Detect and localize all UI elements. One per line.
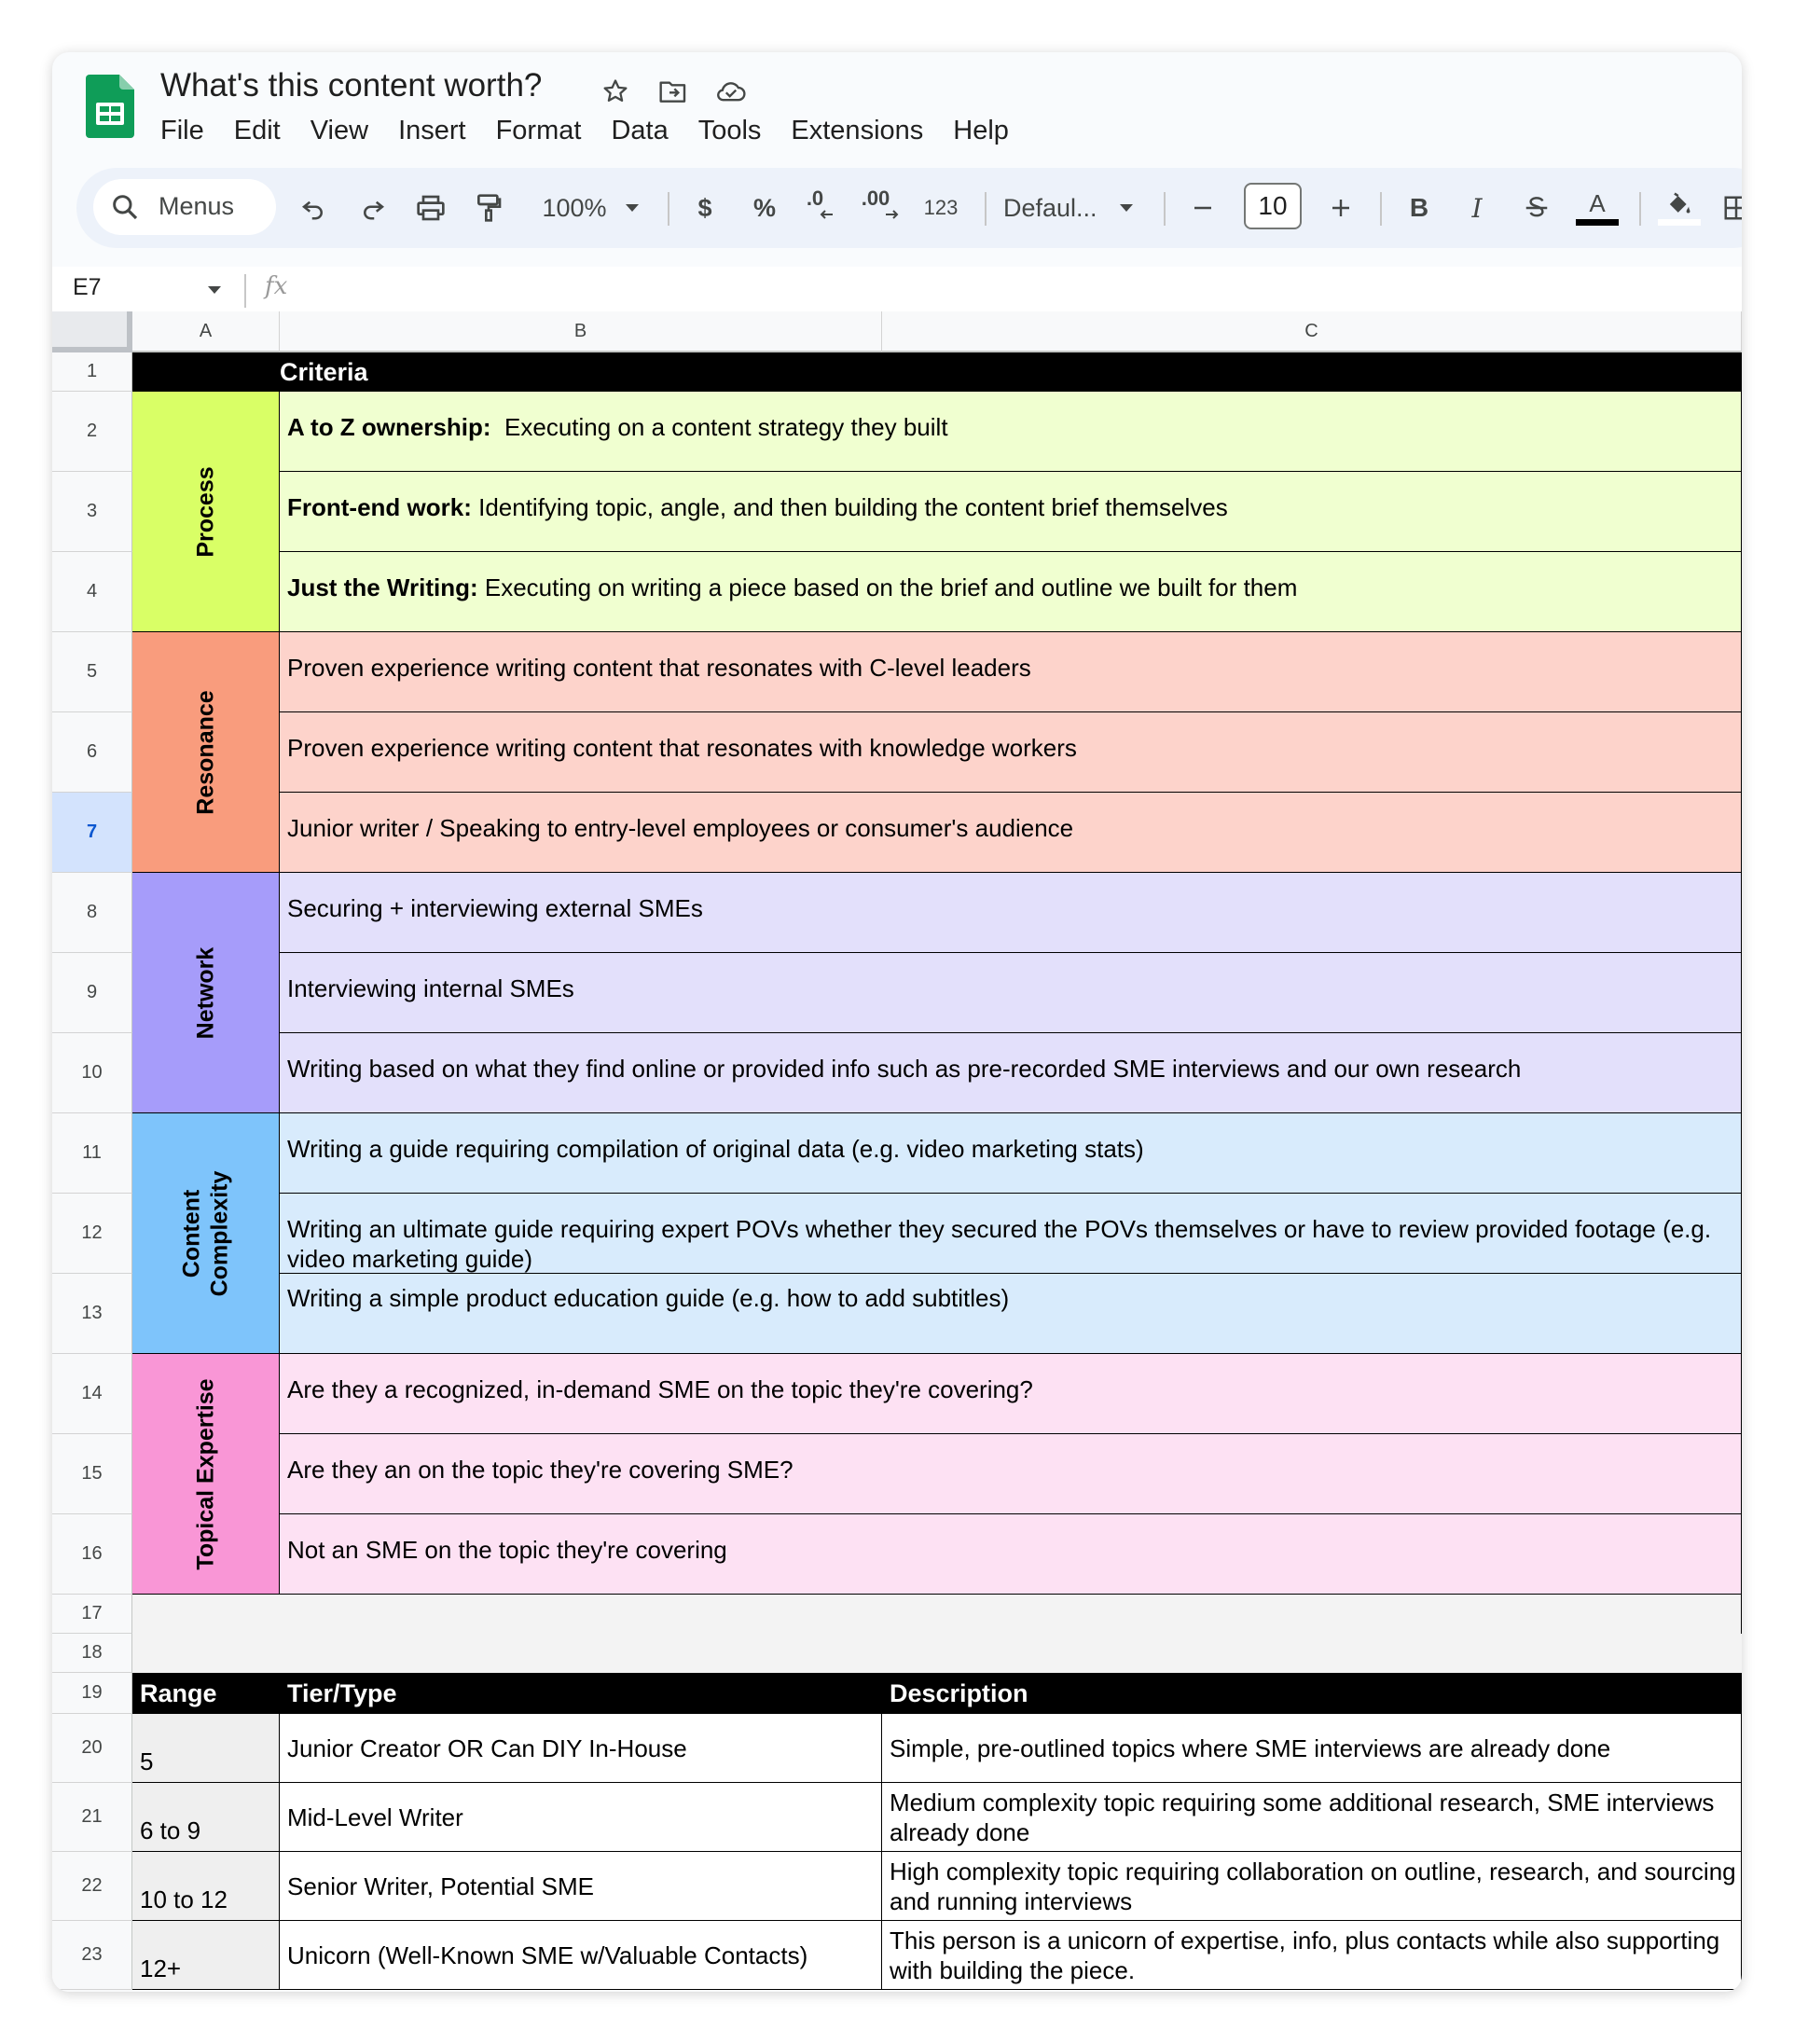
criteria-text: Proven experience writing content that resonates with knowledge workers <box>287 734 1077 762</box>
criteria-row-14[interactable] <box>280 1354 1742 1434</box>
borders-icon[interactable] <box>1716 186 1742 229</box>
menu-data[interactable]: Data <box>611 116 669 145</box>
menu-extensions[interactable]: Extensions <box>791 116 924 145</box>
tier-header-tier-type[interactable]: Tier/Type <box>280 1673 882 1714</box>
text-color-button[interactable] <box>1574 186 1621 229</box>
criteria-bold-label: Just the Writing: <box>287 573 478 601</box>
empty-row-18[interactable] <box>132 1634 1742 1673</box>
category-label: Network <box>192 946 219 1039</box>
row-header-23[interactable]: 23 <box>52 1921 132 1990</box>
font-family-select[interactable]: Defaul... <box>1003 193 1097 222</box>
column-header-a[interactable]: A <box>132 311 280 352</box>
criteria-text: Securing + interviewing external SMEs <box>287 894 703 922</box>
arrow-left-icon <box>820 207 835 222</box>
row-header-6[interactable]: 6 <box>52 712 132 793</box>
category-label-line: Content <box>178 1189 205 1278</box>
decrease-decimal-label: .0 <box>806 186 824 210</box>
tier-type[interactable]: Junior Creator OR Can DIY In-House <box>280 1714 882 1783</box>
row-header-13[interactable]: 13 <box>52 1274 132 1354</box>
criteria-text: Writing an ultimate guide requiring expert POVs whether they secured the POVs themselves or have to review provided footage (e.g. video marketing guide) <box>287 1215 1718 1273</box>
row-header-18[interactable]: 18 <box>52 1634 132 1673</box>
italic-button[interactable]: I <box>1471 192 1483 224</box>
increase-decimal-button[interactable] <box>856 186 904 229</box>
criteria-text: Executing on a content strategy they built <box>490 413 948 441</box>
criteria-row-11[interactable] <box>280 1113 1742 1194</box>
tier-description[interactable]: This person is a unicorn of expertise, info, plus contacts while also supporting with building the piece. <box>882 1921 1742 1990</box>
increase-decimal-label: .00 <box>861 186 890 210</box>
zoom-select[interactable]: 100% <box>542 193 607 222</box>
tier-type[interactable]: Mid-Level Writer <box>280 1783 882 1852</box>
criteria-row-8[interactable] <box>280 873 1742 953</box>
column-header-b[interactable]: B <box>280 311 882 352</box>
select-all-corner[interactable] <box>52 311 132 352</box>
category-network[interactable] <box>132 873 280 1113</box>
criteria-row-3[interactable] <box>280 472 1742 552</box>
criteria-text: Writing a simple product education guide (e.g. how to add subtitles) <box>287 1284 1010 1312</box>
criteria-bold-label: Front-end work: <box>287 493 472 521</box>
criteria-row-10[interactable] <box>280 1033 1742 1113</box>
fill-color-icon[interactable] <box>1656 186 1703 229</box>
tier-range[interactable]: 6 to 9 <box>132 1783 280 1852</box>
arrow-right-icon <box>884 207 899 222</box>
font-dropdown-icon[interactable] <box>1115 186 1138 229</box>
menu-bar <box>160 116 1024 146</box>
criteria-text: Not an SME on the topic they're covering <box>287 1536 727 1564</box>
criteria-text: Are they an on the topic they're covering SME? <box>287 1456 794 1484</box>
criteria-header-label: Criteria <box>280 358 368 386</box>
criteria-row-9[interactable] <box>280 953 1742 1033</box>
row-header-17[interactable]: 17 <box>52 1595 132 1634</box>
criteria-row-12[interactable] <box>280 1194 1742 1274</box>
tier-type[interactable]: Unicorn (Well-Known SME w/Valuable Contacts) <box>280 1921 882 1990</box>
bold-button[interactable]: B <box>1409 193 1429 222</box>
menu-format[interactable]: Format <box>495 116 582 145</box>
cloud-status-icon[interactable] <box>711 71 752 112</box>
criteria-text: Junior writer / Speaking to entry-level employees or consumer's audience <box>287 814 1074 842</box>
row-header-16[interactable]: 16 <box>52 1514 132 1595</box>
text-color-letter: A <box>1589 188 1606 217</box>
category-resonance[interactable] <box>132 632 280 873</box>
menu-tools[interactable]: Tools <box>697 116 762 145</box>
menu-file[interactable]: File <box>160 116 204 145</box>
row-header-10[interactable]: 10 <box>52 1033 132 1113</box>
strikethrough-icon[interactable] <box>1516 186 1557 229</box>
tier-description[interactable]: High complexity topic requiring collaboration on outline, research, and sourcing and running interviews <box>882 1852 1742 1921</box>
criteria-row-2[interactable] <box>280 392 1742 472</box>
row-header-15[interactable]: 15 <box>52 1434 132 1514</box>
paint-format-icon[interactable] <box>468 186 509 229</box>
decrease-font-size-icon[interactable] <box>1182 186 1223 229</box>
redo-icon[interactable] <box>352 186 393 229</box>
criteria-row-6[interactable] <box>280 712 1742 793</box>
row-header-21[interactable]: 21 <box>52 1783 132 1852</box>
menu-edit[interactable]: Edit <box>233 116 281 145</box>
criteria-row-5[interactable] <box>280 632 1742 712</box>
search-icon <box>110 192 140 222</box>
category-content-complexity[interactable] <box>132 1113 280 1354</box>
row-header-20[interactable]: 20 <box>52 1714 132 1783</box>
criteria-text: Identifying topic, angle, and then building the content brief themselves <box>471 493 1228 521</box>
criteria-row-15[interactable] <box>280 1434 1742 1514</box>
row-header-22[interactable]: 22 <box>52 1852 132 1921</box>
tier-range[interactable]: 5 <box>132 1714 280 1783</box>
text-color-swatch <box>1576 219 1619 226</box>
row-header-12[interactable]: 12 <box>52 1194 132 1274</box>
criteria-text: Writing a guide requiring compilation of original data (e.g. video marketing stats) <box>287 1135 1144 1163</box>
tier-header-range[interactable]: Range <box>132 1673 280 1714</box>
tier-description[interactable]: Simple, pre-outlined topics where SME interviews are already done <box>882 1714 1742 1783</box>
tier-header-description[interactable]: Description <box>882 1673 1742 1714</box>
criteria-bold-label: A to Z ownership: <box>287 413 491 441</box>
tier-description[interactable]: Medium complexity topic requiring some additional research, SME interviews already done <box>882 1783 1742 1852</box>
row-header-3[interactable]: 3 <box>52 472 132 552</box>
currency-format-button[interactable]: $ <box>697 193 712 222</box>
category-label: Process <box>192 465 219 558</box>
move-folder-icon[interactable] <box>653 71 694 112</box>
criteria-row-7[interactable] <box>280 793 1742 873</box>
criteria-text: Interviewing internal SMEs <box>287 974 574 1002</box>
search-menus-label: Menus <box>159 192 235 220</box>
tier-type[interactable]: Senior Writer, Potential SME <box>280 1852 882 1921</box>
row-header-2[interactable]: 2 <box>52 392 132 472</box>
document-title[interactable]: What's this content worth? <box>160 67 543 104</box>
category-label <box>177 1170 233 1296</box>
sheets-logo-icon[interactable] <box>86 75 134 138</box>
criteria-text: Proven experience writing content that resonates with C-level leaders <box>287 654 1031 682</box>
category-label: Topical Expertise <box>192 1377 219 1570</box>
formula-bar <box>52 267 1742 315</box>
decrease-decimal-button[interactable] <box>800 186 841 229</box>
criteria-row-13[interactable] <box>280 1274 1742 1354</box>
category-label: Resonance <box>192 689 219 815</box>
increase-font-size-icon[interactable] <box>1320 186 1361 229</box>
row-header-11[interactable]: 11 <box>52 1113 132 1194</box>
row-header-5[interactable]: 5 <box>52 632 132 712</box>
row-header-4[interactable]: 4 <box>52 552 132 632</box>
spreadsheet-grid[interactable] <box>52 311 1742 1992</box>
app-window <box>52 52 1742 1992</box>
row-header-8[interactable]: 8 <box>52 873 132 953</box>
menu-view[interactable]: View <box>310 116 369 145</box>
criteria-header[interactable] <box>132 352 1742 392</box>
percent-format-button[interactable]: % <box>752 193 776 222</box>
empty-row-17[interactable] <box>132 1595 1742 1634</box>
category-process[interactable] <box>132 392 280 632</box>
tier-range[interactable]: 12+ <box>132 1921 280 1990</box>
print-icon[interactable] <box>410 186 451 229</box>
criteria-text: Are they a recognized, in-demand SME on the topic they're covering? <box>287 1375 1033 1403</box>
criteria-row-16[interactable] <box>280 1514 1742 1595</box>
row-header-7[interactable]: 7 <box>52 793 132 873</box>
criteria-row-4[interactable] <box>280 552 1742 632</box>
criteria-text: Writing based on what they find online or provided info such as pre-recorded SME interviews and our own research <box>287 1055 1522 1083</box>
category-label-line: Complexity <box>206 1170 233 1296</box>
category-topical-expertise[interactable] <box>132 1354 280 1595</box>
row-header-19[interactable]: 19 <box>52 1673 132 1714</box>
name-box[interactable]: E7 <box>73 274 102 300</box>
tier-range[interactable]: 10 to 12 <box>132 1852 280 1921</box>
menu-insert[interactable]: Insert <box>398 116 466 145</box>
row-header-14[interactable]: 14 <box>52 1354 132 1434</box>
criteria-text: Executing on writing a piece based on the brief and outline we built for them <box>477 573 1298 601</box>
zoom-dropdown-icon[interactable] <box>621 186 643 229</box>
row-header-1[interactable]: 1 <box>52 352 132 392</box>
search-menus-button[interactable] <box>93 179 276 235</box>
fx-icon: fx <box>265 272 288 300</box>
number-format-button[interactable]: 123 <box>923 196 959 219</box>
font-size-input[interactable]: 10 <box>1244 183 1302 229</box>
star-icon[interactable] <box>595 71 636 112</box>
undo-icon[interactable] <box>293 186 334 229</box>
column-header-c[interactable]: C <box>882 311 1742 352</box>
name-box-dropdown-icon[interactable] <box>207 285 222 295</box>
row-header-9[interactable]: 9 <box>52 953 132 1033</box>
toolbar <box>76 168 1742 248</box>
menu-help[interactable]: Help <box>953 116 1009 145</box>
